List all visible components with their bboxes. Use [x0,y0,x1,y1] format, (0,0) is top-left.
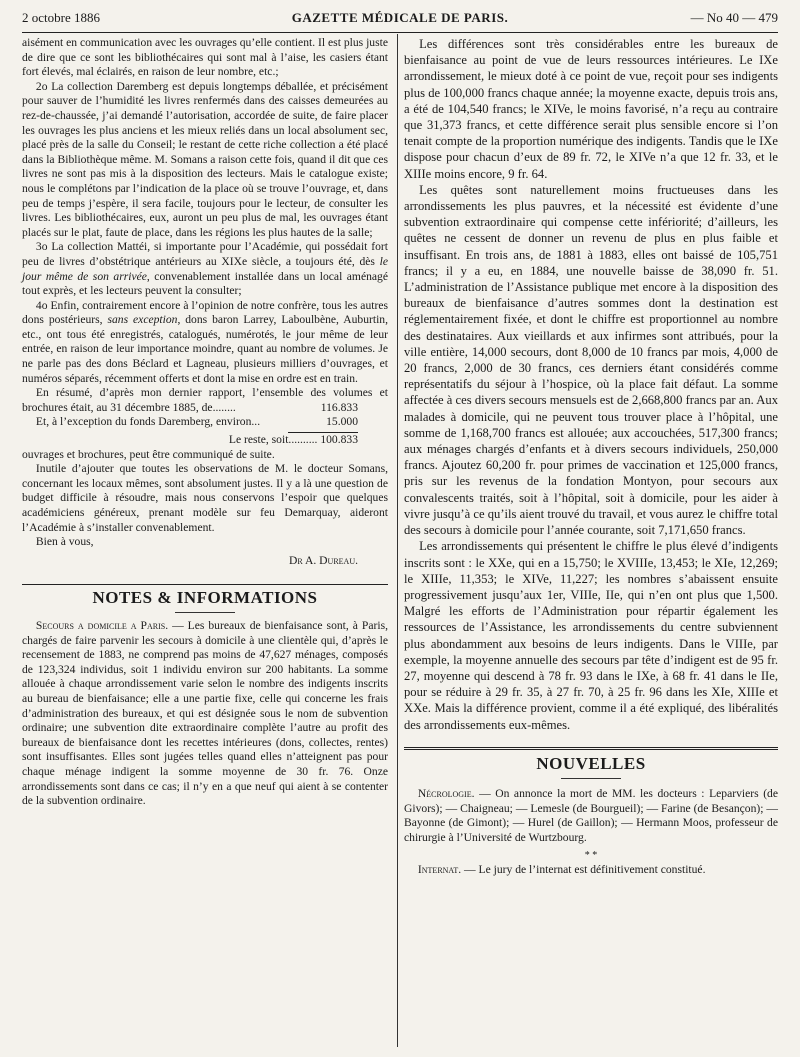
necrology-paragraph: Nécrologie. — On annonce la mort de MM. les docteurs : Leparviers (de Givors); — Chaigneau; — Lemesle (de Bourgueil); — Farine (de Besançon); — Bayonne (de Gimont); — Hurel (de Gaillon); — Hermann Moos, professeur de chirurgie à l’Université de Wurtzbourg. [404,786,778,844]
summary-remaining-line: Le reste, soit.......... 100.833 [228,433,358,447]
asterism: * * [584,850,598,862]
letter-closing: Bien à vous, [35,535,94,549]
notes-paragraph: Secours a domicile a Paris. — Les bureaux de bienfaisance sont, à Paris, chargés de faire parvenir les secours à domicile à une clientèle qui, d’après le recensement de 1883, ne comprend pas moins de 47,627 ménages, composés de 123,324 individus, soit 1 individu environ sur 200 habitants. La somme allouée à chaque arrondissement varie selon le nombre des indigents inscrits au bureau de bienfaisance; elle a une partie fixe, celle qui concerne les frais d’administration des bureaux, et qui est désignée sous le nom de subvention ordinaire; une subvention dite extraordinaire complète l’autre au profit des bureaux de bienfaisance dont les recettes intérieures (dons, collectes, rentes) sont insuffisantes. Elles sont jugées telles quand elles n’atteignent pas pour chaque ménage indigent la somme moyenne de 30 fr. 76. Onze arrondissements sont dans ce cas; il n’y en a que neuf qui aient à se contenter de la subvention ordinaire. [22,618,388,808]
page-number: — No 40 — 479 [690,10,778,25]
heading-underline [561,778,621,779]
section-rule [404,747,778,750]
left-column [22,36,388,809]
page-header [22,8,778,30]
nouvelles-heading: NOUVELLES [536,753,646,773]
letter-paragraph: 4o Enfin, contrairement encore à l’opinion de notre confrère, tous les autres dons postérieurs, sans exception, dons baron Larrey, Laboulbène, Auburtin, etc., ont tous été enregistrés, catalogués, numérotés, le jour même de leur entrée, en raison de leur importance moindre, quant au nombre de volumes. Je ne parle pas des dons Béclard et Lagneau, plusieurs milliers d’ouvrages, et numéros séparés, récemment offerts et dont la mise en ordre est en train. [22,298,388,385]
column-divider [397,34,398,1047]
signature: Dr A. Dureau. [289,553,358,567]
header-rule [22,32,778,33]
notes-paragraph: Les différences sont très considérables entre les bureaux de bienfaisance au point de vue de leurs ressources intérieures. Le IXe arrondissement, le mieux doté à ce point de vue, reçoit pour ses indigents plus de 100,000 francs chaque année; la moyenne exacte, depuis trois ans, a été de 104,540 francs; le XIVe, le moins favorisé, n’a reçu au contraire que 31,373 francs, et cette différence serait plus sensible encore si l’on tenait compte de la proportion numérique des indigents. Tandis que le IXe dispose pour chacun d’eux de 89 fr. 72, le XIVe n’a que 12 fr. 33, et le XIIIe moins encore, 9 fr. 64. [404,37,778,181]
right-column [404,36,778,878]
summary-total-line: En résumé, d’après mon dernier rapport, l’ensemble des volumes et brochures était, au 31 décembre 1885, de........ 116.833 [22,386,388,414]
letter-paragraph: Inutile d’ajouter que toutes les observations de M. le docteur Somans, concernant les locaux mêmes, sont absolument justes. Il y a là une question de budget difficile à résoudre, mais nous conservons l’espoir que quelques académiciens généreux, prenant modèle sur feu Demarquay, aideront l’Académie à s’installer convenablement. [22,462,388,534]
notes-paragraph: Les quêtes sont naturellement moins fructueuses dans les arrondissements les plus pauvres, et la nécessité est évidente d’une subvention extraordinaire qui compense cette infériorité; d’ailleurs, les quêtes ne cessent de donner un revenu de plus en plus faible et insuffisant. En trois ans, de 1881 à 1883, elles ont baissé de 105,751 francs; il y a eu, en 1884, une nouvelle baisse de 38,090 fr. 51. L’administration de l’Assistance publique met encore à la disposition des bureaux de bienfaisance d’autres sommes dont la destination est réglementairement fixée, et dont le chiffre est proportionnel au nombre des destinataires. Aux vieillards et aux infirmes sont attribués, pour la ville entière, 14,000 secours, dont 8,000 de 10 francs par mois, 4,000 de 20 francs, 2,000 de 30 francs, ces derniers étant considérés comme représentatifs du séjour à l’hospice, où la place fait défaut. La somme affectée à ces divers secours mensuels est de 2,668,800 francs par an. Aux malades à domicile, qui ne peuvent tous trouver place à l’hôpital, une somme de 1,168,700 francs est allouée; aux accouchées, 517,300 francs; aux ménages chargés d’enfants et à divers secours individuels, 250,000 francs. Ajoutez 60,200 fr. pour primes de vaccination et 125,000 francs, pris sur les revenus de la fondation Montyon, pour secours aux convalescents traités, soit à l’hôpital, soit à domicile, pour les aider à vivre jusqu’à ce qu’ils aient trouvé du travail, et vous aurez le chiffre total des secours à domicile pour l’année courante, soit 7,171,650 francs. [404,182,778,538]
issue-date: 2 octobre 1886 [22,10,100,25]
notes-paragraph: Les arrondissements qui présentent le chiffre le plus élevé d’indigents inscrits sont : le XXe, qui en a 15,750; le XVIIIe, 13,453; le XIe, 12,269; le XIIIe, 11,353; le XIVe, 11,227; les nombres s’abaissent ensuite progressivement jusqu’aux 1er, VIIIe, IIe, qui n’en ont plus que 1,500. Malgré les efforts de l’Administration pour répartir également les ressources de l’Assistance, les arrondissements du centre subviennent plus abondamment aux besoins de leurs indigents. Dans le VIIIe, par exemple, la moyenne annuelle des secours par tête d’indigent est de 95 fr. 27, moyenne qui descend à 78 fr. 93 dans le IXe, à 68 fr. 41 dans le IIe, pour se réduire à 29 fr. 35, à 27 fr. 70, à 25 fr. 96 dans les XIe, XIIIe et XXe. Mais la différence provient, comme il a été expliqué, des libéralités des arrondissements eux-mêmes. [404,539,778,732]
journal-title: GAZETTE MÉDICALE DE PARIS. [291,10,509,25]
letter-paragraph: ouvrages et brochures, peut être communiqué de suite. [22,447,275,461]
letter-paragraph: 3o La collection Mattéi, si importante pour l’Académie, qui possédait fort peu de livres d’obstétrique antérieurs au XIXe siècle, a toujours été, dès le jour même de son arrivée, convenablement installée dans un local aménagé tout exprès, et les lecteurs peuvent la consulter; [22,240,388,298]
section-rule [22,584,388,585]
letter-paragraph: 2o La collection Daremberg est depuis longtemps déballée, et précisément pour sauver de l’humidité les livres renfermés dans des caisses demeurées au rez-de-chaussée, j’ai demandé l’autorisation, accordée de suite, de faire placer les ouvrages les plus anciens et les mieux reliés dans un local absolument sec, placé près de la salle du Conseil; le restant de cette riche collection a été placé dans la Bibliothèque même. M. Somans a raison cette fois, quand il dit que ces livres ne sont pas mis à la disposition des lecteurs. Mais le catalogue existe; nous le complétons par l’indication de la place où se trouve l’ouvrage, et, dans peu de temps j’espère, il sera facile, toujours pour le lecteur, de consulter les livres. Les bibliothécaires, eux, auront un peu plus de mal, les ouvrages étant placés sur le plat, faute de place, dans les régions les plus hautes de la salle; [22,79,388,239]
internat-paragraph: Internat. — Le jury de l’internat est définitivement constitué. [417,863,706,877]
notes-heading: NOTES & INFORMATIONS [92,588,318,608]
summary-excluded-line: Et, à l’exception du fonds Daremberg, environ... 15.000 [35,415,358,429]
heading-underline [175,612,235,613]
letter-paragraph: aisément en communication avec les ouvrages qu’elle contient. Il est plus juste de dire que ce sont les bibliothécaires qui sont mal à l’aise, les casiers étant fort élevés, mal éclairés, en raison de leur nombre, etc.; [22,36,388,79]
